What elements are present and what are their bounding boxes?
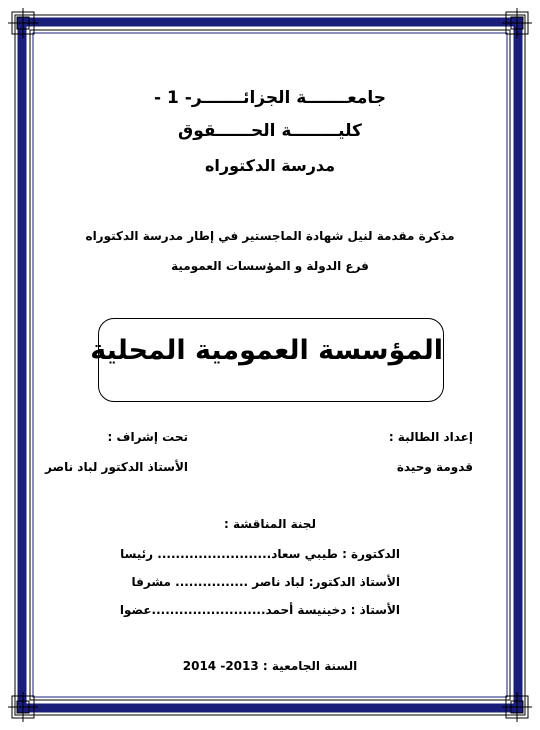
committee-member: الأستاذ : دخينيسة أحمد.........................عضوا [119, 603, 400, 617]
corner-ornament-bottom-right [502, 692, 532, 722]
doctoral-school: مدرسة الدكتوراه [204, 156, 336, 175]
university-name: جامعـــــــة الجزائـــــــر- 1 - [154, 88, 386, 108]
memo-purpose: مذكرة مقدمة لنيل شهادة الماجستير في إطار مدرسة الدكتوراه [85, 229, 455, 243]
supervisor-name: الأستاذ الدكتور لباد ناصر [45, 460, 188, 474]
supervision-label: تحت إشراف : [107, 430, 188, 444]
corner-ornament-top-right [502, 8, 532, 38]
thesis-title: المؤسسة العمومية المحلية [90, 335, 443, 366]
memo-branch: فرع الدولة و المؤسسات العمومية [171, 259, 369, 273]
committee-member: الدكتورة : طيبي سعاد......................... رئيسا [120, 547, 400, 561]
academic-year: السنة الجامعية : 2013- 2014 [182, 659, 358, 673]
prepared-by-label: إعداد الطالبة : [388, 430, 473, 444]
faculty-name: كليــــــــة الحــــــقوق [178, 121, 362, 141]
committee-member: الأستاذ الدكتور: لباد ناصر ................ مشرفا [131, 575, 400, 589]
thesis-title-box [90, 318, 444, 402]
committee-heading: لجنة المناقشة : [224, 517, 316, 531]
corner-ornament-top-left [8, 8, 38, 38]
student-name: قدومة وحيدة [396, 460, 473, 474]
corner-ornament-bottom-left [8, 692, 38, 722]
